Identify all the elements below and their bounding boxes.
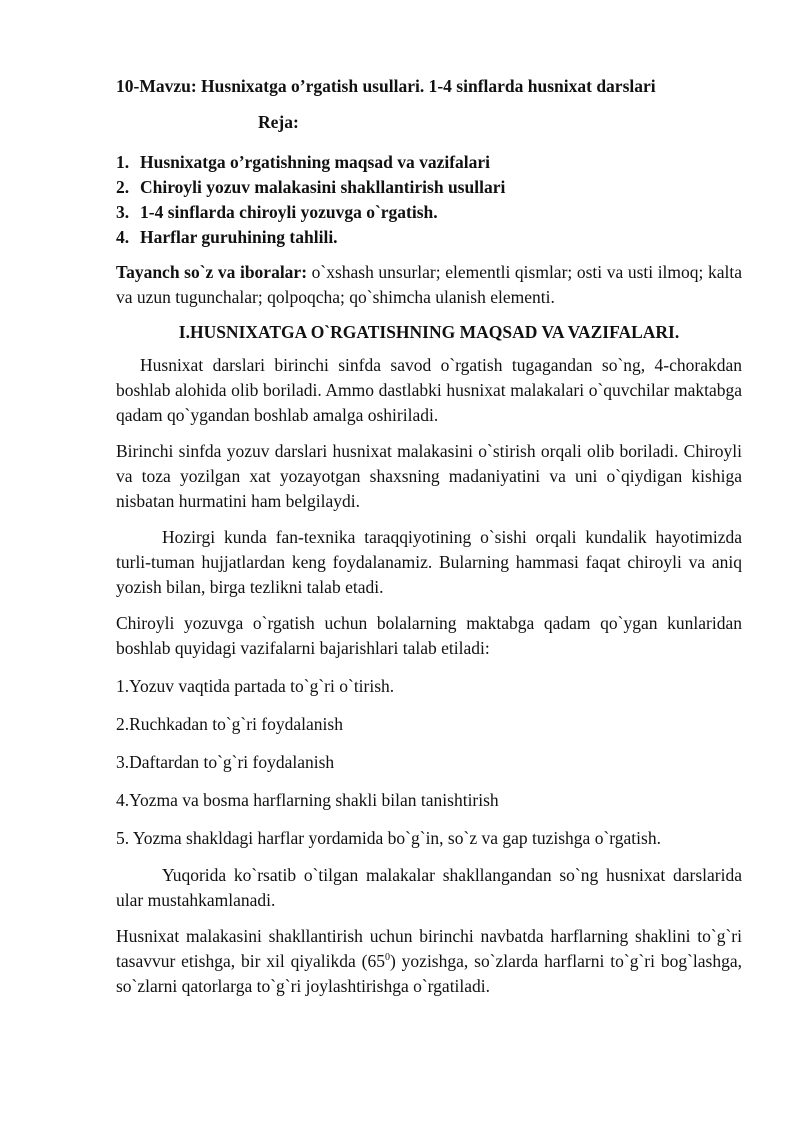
plan-item-text: Harflar guruhining tahlili. (140, 227, 338, 247)
plan-item-number: 3. (116, 202, 130, 222)
degree-superscript: 0 (384, 952, 390, 964)
plan-item (116, 200, 742, 225)
plan-item-text: Husnixatga o’rgatishning maqsad va vazifalari (140, 152, 491, 172)
keywords-paragraph (116, 260, 742, 310)
paragraph-6 (116, 924, 742, 999)
plan-item-number: 2. (116, 177, 130, 197)
plan-heading: Reja: (258, 112, 299, 132)
paragraph-6-part-b: ) yozishga, so`zlarda harflarni to`g`ri bog`lashga, so`zlarni qatorlarga to`g`ri joylashtirishga o`rgatiladi. (116, 951, 742, 996)
paragraph-2: Birinchi sinfda yozuv darslari husnixat malakasini o`stirish orqali olib boriladi. Chiroyli va toza yozilgan xat yozayotgan shaxsning madaniyatini va uni o`qiydigan kishiga nisbatan hurmatini ham belgilaydi. (116, 441, 742, 511)
task-item: 1.Yozuv vaqtida partada to`g`ri o`tirish. (116, 676, 395, 696)
paragraph-6-part-a: Husnixat malakasini shakllantirish uchun birinchi navbatda harflarning shaklini to`g`ri tasavvur etishga, bir xil qiyalikda (65 (116, 926, 742, 971)
plan-item-text: 1-4 sinflarda chiroyli yozuvga o`rgatish. (140, 202, 438, 222)
plan-item-number: 4. (116, 227, 130, 247)
plan-item (116, 175, 742, 200)
paragraph-5: Yuqorida ko`rsatib o`tilgan malakalar shakllangandan so`ng husnixat darslarida ular mustahkamlanadi. (116, 865, 742, 910)
keywords-text: o`xshash unsurlar; elementli qismlar; osti va usti ilmoq; kalta va uzun tugunchalar; qolpoqcha; qo`shimcha ulanish elementi. (116, 262, 742, 307)
task-item: 4.Yozma va bosma harflarning shakli bilan tanishtirish (116, 790, 499, 810)
keywords-label: Tayanch so`z va iboralar: (116, 262, 308, 282)
task-item: 5. Yozma shakldagi harflar yordamida bo`g`in, so`z va gap tuzishga o`rgatish. (116, 828, 661, 848)
plan-list (116, 150, 742, 250)
paragraph-1: Husnixat darslari birinchi sinfda savod o`rgatish tugagandan so`ng, 4-chorakdan boshlab alohida olib boriladi. Ammo dastlabki husnixat malakalari o`quvchilar maktabga qadam qo`ygandan boshlab amalga oshiriladi. (116, 355, 742, 425)
plan-item-text: Chiroyli yozuv malakasini shakllantirish usullari (140, 177, 506, 197)
task-item: 2.Ruchkadan to`g`ri foydalanish (116, 714, 343, 734)
plan-item-number: 1. (116, 152, 130, 172)
plan-item (116, 225, 742, 250)
paragraph-3: Hozirgi kunda fan-texnika taraqqiyotining o`sishi orqali kundalik hayotimizda turli-tuman hujjatlardan keng foydalanamiz. Bularning hammasi faqat chiroyli va aniq yozish bilan, birga tezlikni talab etadi. (116, 527, 742, 597)
paragraph-4: Chiroyli yozuvga o`rgatish uchun bolalarning maktabga qadam qo`ygan kunlaridan boshlab quyidagi vazifalarni bajarishlari talab etiladi: (116, 613, 742, 658)
task-item: 3.Daftardan to`g`ri foydalanish (116, 752, 335, 772)
document-title: 10-Mavzu: Husnixatga o’rgatish usullari. 1-4 sinflarda husnixat darslari (116, 76, 656, 96)
section-heading: I.HUSNIXATGA O`RGATISHNING MAQSAD VA VAZIFALARI. (178, 322, 680, 342)
plan-item (116, 150, 742, 175)
